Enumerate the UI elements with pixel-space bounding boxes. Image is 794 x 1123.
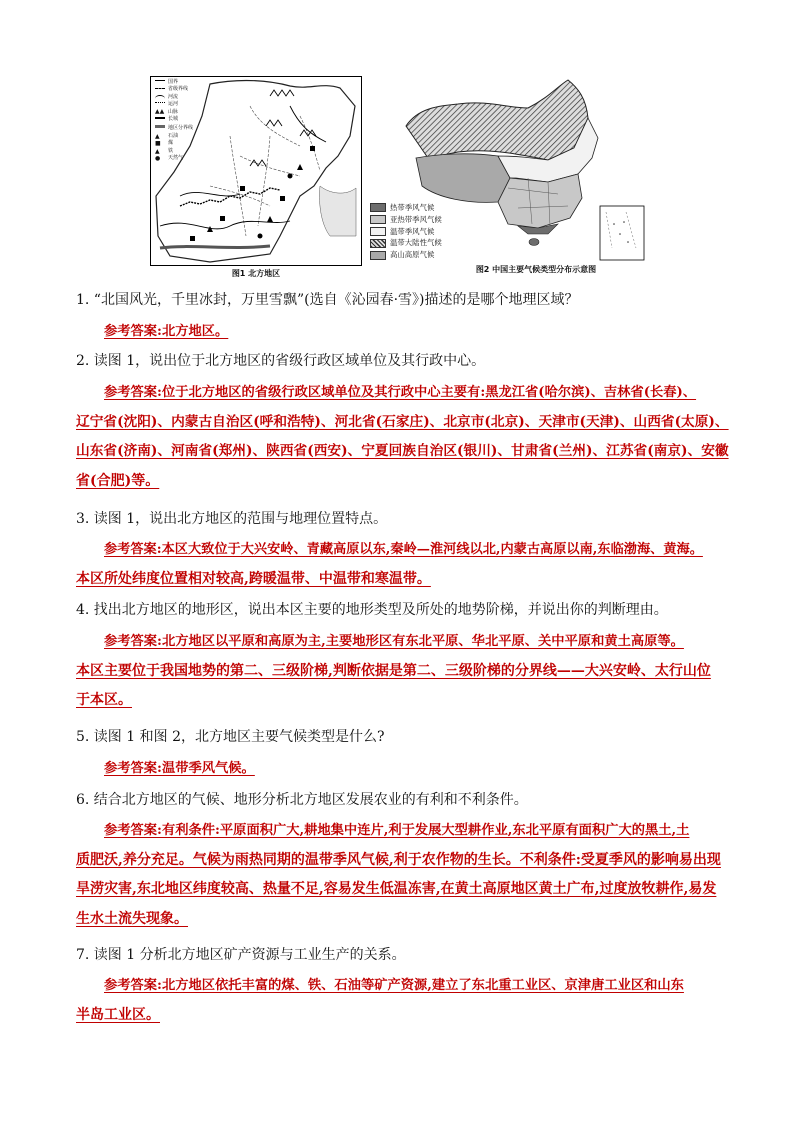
answer-1 <box>76 317 736 347</box>
answer-line: 生水土流失现象。 <box>76 910 188 927</box>
mountain-icon: ▲▲ <box>155 108 165 116</box>
plateau-zone <box>416 154 510 203</box>
figure2-caption: 图2 中国主要气候类型分布示意图 <box>475 265 597 274</box>
answer-line: 辽宁省(沈阳)、内蒙古自治区(呼和浩特)、河北省(石家庄)、北京市(北京)、天津市(天津)、山西省(太原)、 <box>76 413 729 430</box>
legend-item: 温带季风气候 <box>370 226 460 238</box>
great-wall-icon <box>155 117 165 125</box>
answer-line: 参考答案:北方地区以平原和高原为主,主要地形区有东北平原、华北平原、关中平原和黄土高原等。 <box>104 634 684 649</box>
legend-item: 温带大陆性气候 <box>370 237 460 249</box>
legend-item: 地区分界线 <box>155 124 207 133</box>
answer-5 <box>76 754 736 784</box>
answer-line: 质肥沃,养分充足。气候为雨热同期的温带季风气候,利于农作物的生长。不利条件:受夏季风的影响易出现 <box>76 851 721 868</box>
question-7: 7. 读图 1 分析北方地区矿产资源与工业生产的关系。 <box>76 947 406 963</box>
legend-item: 河流 <box>155 94 207 101</box>
answer-6 <box>76 816 736 934</box>
legend-swatch <box>370 251 386 260</box>
answer-7 <box>76 971 736 1030</box>
legend-item: 亚热带季风气候 <box>370 214 460 226</box>
map2-legend <box>370 202 460 261</box>
question-5: 5. 读图 1 和图 2，北方地区主要气候类型是什么? <box>76 729 385 745</box>
answer-line: 旱涝灾害,东北地区纬度较高、热量不足,容易发生低温冻害,在黄土高原地区黄土广布,过度放牧耕作,易发 <box>76 881 717 897</box>
answer-3 <box>76 535 736 594</box>
question-2: 2. 读图 1，说出位于北方地区的省级行政区域单位及其行政中心。 <box>76 353 486 369</box>
legend-item: ▲▲ 山脉 <box>155 108 179 116</box>
legend-swatch <box>370 215 386 224</box>
legend-item: 长城 <box>155 116 207 124</box>
answer-line: 参考答案:温带季风气候。 <box>104 761 255 776</box>
coal-icon: ■ <box>155 140 161 148</box>
figure1-caption: 图1 北方地区 <box>231 269 281 278</box>
question-6: 6. 结合北方地区的气候、地形分析北方地区发展农业的有利和不利条件。 <box>76 792 528 808</box>
border-line-icon <box>155 80 165 87</box>
legend-item: 省级界线 <box>155 86 207 93</box>
answer-line: 半岛工业区。 <box>76 1006 160 1023</box>
answer-line: 于本区。 <box>76 692 132 708</box>
legend-item: ● 天然气 <box>155 154 184 162</box>
answer-line: 参考答案:北方地区依托丰富的煤、铁、石油等矿产资源,建立了东北重工业区、京津唐工业区和山东 <box>104 978 684 993</box>
natural-gas-icon: ● <box>155 154 161 162</box>
answer-line: 省(合肥)等。 <box>76 472 160 489</box>
oil-icon: ▲ <box>155 132 160 140</box>
subtropical-zone <box>498 174 582 228</box>
question-4: 4. 找出北方地区的地形区，说出本区主要的地形类型及所处的地势阶梯，并说出你的判断理由。 <box>76 602 668 618</box>
question-1: 1. “北国风光，千里冰封，万里雪飘”(选自《沁园春·雪》)描述的是哪个地理区域？ <box>76 292 579 308</box>
legend-swatch <box>370 239 386 248</box>
legend-item: 高山高原气候 <box>370 249 460 261</box>
answer-line: 参考答案:本区大致位于大兴安岭、青藏高原以东,秦岭—淮河线以北,内蒙古高原以南,东临渤海、黄海。 <box>104 542 703 557</box>
answer-4 <box>76 627 736 716</box>
legend-item: ■ 煤 <box>155 140 174 148</box>
map1-legend <box>155 79 207 163</box>
legend-swatch <box>370 227 386 236</box>
answer-line: 本区主要位于我国地势的第二、三级阶梯,判断依据是第二、三级阶梯的分界线——大兴安岭、太行山位 <box>76 662 711 679</box>
legend-item: 运河 <box>155 101 207 108</box>
province-line-icon <box>155 88 165 95</box>
legend-item: ▲ 铁 <box>155 147 174 155</box>
answer-line: 参考答案:位于北方地区的省级行政区域单位及其行政中心主要有:黑龙江省(哈尔滨)、吉林省(长春)、 <box>104 385 697 400</box>
question-3: 3. 读图 1，说出北方地区的范围与地理位置特点。 <box>76 511 388 527</box>
continental-zone <box>406 80 588 160</box>
legend-item: 国界 <box>155 79 207 86</box>
south-china-sea-inset <box>600 206 644 260</box>
answer-line: 参考答案:有利条件:平原面积广大,耕地集中连片,利于发展大型耕作业,东北平原有面积广大的黑土,土 <box>104 823 690 838</box>
answer-line: 参考答案:北方地区。 <box>104 324 229 339</box>
river-icon <box>155 95 165 102</box>
legend-item: ▲ 石油 <box>155 132 179 140</box>
answer-2 <box>76 378 736 496</box>
answer-line: 本区所处纬度位置相对较高,跨暖温带、中温带和寒温带。 <box>76 570 431 587</box>
answer-line: 山东省(济南)、河南省(郑州)、陕西省(西安)、宁夏回族自治区(银川)、甘肃省(兰州)、江苏省(南京)、安徽 <box>76 443 729 459</box>
legend-item: 热带季风气候 <box>370 202 460 214</box>
legend-swatch <box>370 203 386 212</box>
iron-icon: ▲ <box>155 147 160 155</box>
